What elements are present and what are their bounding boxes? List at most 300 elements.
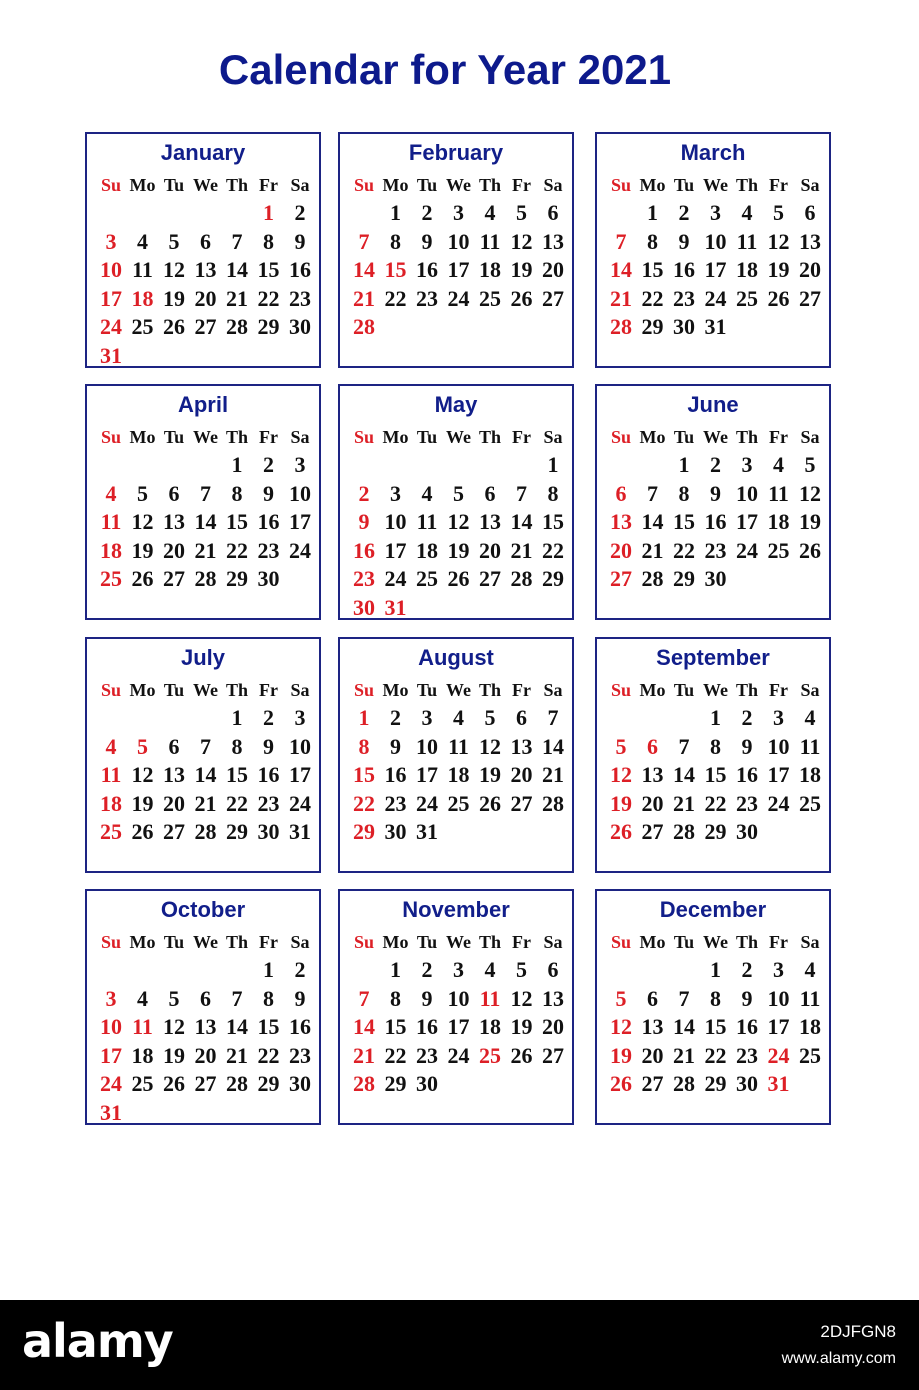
weekday-header: Su bbox=[610, 427, 632, 447]
day-cell: 3 bbox=[453, 200, 464, 225]
day-cell: 8 bbox=[710, 733, 721, 759]
day-cell: 3 bbox=[773, 705, 784, 730]
day-cell: 13 bbox=[542, 228, 564, 254]
day-cell: 18 bbox=[736, 257, 758, 282]
day-cell: 18 bbox=[416, 537, 438, 563]
day-cell: 19 bbox=[163, 285, 185, 311]
weekday-header: We bbox=[193, 932, 218, 952]
weekday-header: Th bbox=[225, 680, 249, 700]
day-cell: 22 bbox=[226, 790, 248, 816]
day-cell: 22 bbox=[257, 285, 280, 311]
weekday-header: Mo bbox=[639, 175, 666, 195]
day-cell: 23 bbox=[736, 1042, 758, 1068]
day-cell: 24 bbox=[447, 285, 470, 311]
day-cell: 26 bbox=[610, 1071, 632, 1096]
weekday-header: Fr bbox=[512, 427, 531, 447]
weekday-header: Fr bbox=[512, 932, 531, 952]
day-cell: 27 bbox=[163, 819, 185, 844]
day-cell: 25 bbox=[447, 790, 470, 816]
weekday-header: Su bbox=[610, 680, 632, 700]
day-cell: 13 bbox=[194, 257, 217, 282]
day-cell: 28 bbox=[226, 1071, 248, 1096]
day-cell: 20 bbox=[510, 762, 533, 787]
day-cell: 7 bbox=[358, 985, 370, 1011]
day-cell: 28 bbox=[542, 790, 564, 816]
day-cell: 17 bbox=[736, 509, 758, 534]
day-cell: 12 bbox=[510, 985, 533, 1011]
day-cell: 30 bbox=[289, 1071, 311, 1096]
day-cell: 15 bbox=[384, 1014, 407, 1039]
day-cell: 26 bbox=[610, 819, 632, 844]
day-cell: 30 bbox=[736, 1071, 758, 1096]
day-cell: 13 bbox=[163, 762, 185, 787]
day-cell: 21 bbox=[226, 285, 248, 311]
day-cell: 26 bbox=[447, 566, 470, 591]
weekday-header: Th bbox=[225, 932, 249, 952]
day-cell: 20 bbox=[641, 790, 664, 816]
day-cell: 5 bbox=[168, 985, 180, 1011]
day-cell: 26 bbox=[131, 819, 154, 844]
day-cell: 30 bbox=[384, 819, 407, 844]
day-cell: 31 bbox=[767, 1071, 790, 1096]
day-cell: 25 bbox=[479, 1042, 501, 1068]
day-cell: 23 bbox=[257, 537, 280, 563]
day-cell: 30 bbox=[736, 819, 758, 844]
day-cell: 26 bbox=[799, 537, 821, 563]
brand-logo: alamy bbox=[22, 1314, 173, 1368]
day-cell: 8 bbox=[390, 228, 401, 254]
day-cell: 9 bbox=[421, 228, 433, 254]
weekday-header: Th bbox=[478, 175, 502, 195]
day-cell: 12 bbox=[163, 1014, 185, 1039]
day-cell: 24 bbox=[447, 1042, 470, 1068]
weekday-header: Tu bbox=[673, 932, 695, 952]
weekday-header: Tu bbox=[673, 427, 695, 447]
day-cell: 28 bbox=[226, 314, 248, 339]
weekday-header: We bbox=[446, 175, 471, 195]
day-cell: 27 bbox=[610, 566, 632, 591]
day-cell: 17 bbox=[384, 537, 407, 563]
day-cell: 12 bbox=[510, 228, 533, 254]
day-cell: 13 bbox=[610, 509, 632, 534]
month-august bbox=[338, 637, 574, 873]
day-cell: 10 bbox=[289, 733, 311, 759]
day-cell: 30 bbox=[257, 566, 280, 591]
day-cell: 21 bbox=[194, 790, 217, 816]
day-cell: 1 bbox=[647, 200, 658, 225]
day-cell: 12 bbox=[610, 1014, 632, 1039]
day-cell: 28 bbox=[194, 566, 217, 591]
day-cell: 14 bbox=[542, 733, 564, 759]
day-cell: 1 bbox=[547, 452, 559, 477]
day-cell: 26 bbox=[163, 1071, 185, 1096]
day-cell: 27 bbox=[799, 285, 821, 311]
day-cell: 6 bbox=[615, 480, 627, 506]
day-cell: 11 bbox=[768, 480, 789, 506]
weekday-header: Mo bbox=[129, 680, 156, 700]
day-cell: 22 bbox=[673, 537, 695, 563]
day-cell: 19 bbox=[610, 1042, 632, 1068]
day-cell: 19 bbox=[479, 762, 501, 787]
weekday-header: Su bbox=[100, 932, 122, 952]
day-cell: 1 bbox=[231, 705, 243, 730]
day-cell: 18 bbox=[100, 790, 122, 816]
day-cell: 30 bbox=[416, 1071, 438, 1096]
day-cell: 18 bbox=[799, 1014, 821, 1039]
month-name: December bbox=[659, 897, 767, 922]
day-cell: 11 bbox=[799, 733, 821, 759]
day-cell: 1 bbox=[358, 705, 370, 730]
day-cell: 3 bbox=[105, 228, 117, 254]
weekday-header: We bbox=[446, 680, 471, 700]
day-cell: 1 bbox=[263, 957, 274, 982]
month-name: June bbox=[687, 392, 739, 417]
day-cell: 31 bbox=[100, 342, 122, 368]
day-cell: 24 bbox=[289, 537, 311, 563]
month-name: November bbox=[402, 897, 510, 922]
day-cell: 9 bbox=[263, 733, 274, 759]
day-cell: 16 bbox=[384, 762, 407, 787]
day-cell: 5 bbox=[773, 200, 784, 225]
day-cell: 28 bbox=[673, 1071, 695, 1096]
day-cell: 4 bbox=[484, 200, 496, 225]
day-cell: 6 bbox=[547, 957, 559, 982]
day-cell: 8 bbox=[710, 985, 721, 1011]
day-cell: 7 bbox=[678, 985, 690, 1011]
day-cell: 25 bbox=[416, 566, 438, 591]
day-cell: 9 bbox=[678, 228, 690, 254]
day-cell: 22 bbox=[704, 1042, 727, 1068]
weekday-header: Th bbox=[735, 175, 759, 195]
month-name: April bbox=[177, 392, 229, 417]
day-cell: 16 bbox=[257, 509, 280, 534]
day-cell: 13 bbox=[510, 733, 533, 759]
day-cell: 2 bbox=[263, 705, 274, 730]
day-cell: 29 bbox=[353, 819, 375, 844]
weekday-header: Su bbox=[353, 680, 375, 700]
day-cell: 27 bbox=[542, 1042, 564, 1068]
day-cell: 10 bbox=[100, 257, 122, 282]
day-cell: 4 bbox=[421, 480, 433, 506]
day-cell: 30 bbox=[704, 566, 727, 591]
day-cell: 19 bbox=[610, 790, 632, 816]
day-cell: 1 bbox=[231, 452, 243, 477]
day-cell: 18 bbox=[131, 1042, 154, 1068]
weekday-header: Mo bbox=[382, 932, 409, 952]
day-cell: 25 bbox=[736, 285, 758, 311]
day-cell: 7 bbox=[547, 705, 559, 730]
day-cell: 8 bbox=[231, 480, 243, 506]
month-january bbox=[85, 132, 321, 368]
day-cell: 17 bbox=[447, 257, 470, 282]
weekday-header: Mo bbox=[129, 932, 156, 952]
weekday-header: Sa bbox=[800, 427, 820, 447]
day-cell: 11 bbox=[416, 509, 438, 534]
day-cell: 4 bbox=[741, 200, 753, 225]
day-cell: 14 bbox=[510, 509, 533, 534]
day-cell: 19 bbox=[510, 257, 533, 282]
day-cell: 30 bbox=[673, 314, 695, 339]
day-cell: 17 bbox=[767, 1014, 790, 1039]
day-cell: 24 bbox=[767, 790, 790, 816]
day-cell: 7 bbox=[678, 733, 690, 759]
day-cell: 3 bbox=[421, 705, 433, 730]
day-cell: 21 bbox=[510, 537, 533, 563]
day-cell: 27 bbox=[479, 566, 501, 591]
weekday-header: Fr bbox=[769, 427, 788, 447]
day-cell: 18 bbox=[100, 537, 122, 563]
day-cell: 11 bbox=[799, 985, 821, 1011]
day-cell: 10 bbox=[100, 1014, 122, 1039]
weekday-header: Fr bbox=[259, 680, 278, 700]
weekday-header: We bbox=[446, 427, 471, 447]
day-cell: 10 bbox=[447, 985, 470, 1011]
weekday-header: Mo bbox=[639, 680, 666, 700]
day-cell: 22 bbox=[226, 537, 248, 563]
weekday-header: Mo bbox=[382, 175, 409, 195]
day-cell: 15 bbox=[673, 509, 695, 534]
day-cell: 19 bbox=[799, 509, 821, 534]
weekday-header: Sa bbox=[290, 680, 310, 700]
weekday-header: Fr bbox=[512, 680, 531, 700]
month-name: August bbox=[418, 645, 494, 670]
day-cell: 13 bbox=[479, 509, 501, 534]
day-cell: 12 bbox=[799, 480, 821, 506]
day-cell: 27 bbox=[641, 1071, 664, 1096]
day-cell: 3 bbox=[294, 705, 306, 730]
day-cell: 1 bbox=[710, 705, 721, 730]
day-cell: 4 bbox=[804, 957, 816, 982]
day-cell: 3 bbox=[710, 200, 721, 225]
weekday-header: Tu bbox=[673, 680, 695, 700]
weekday-header: Mo bbox=[639, 932, 666, 952]
day-cell: 24 bbox=[736, 537, 758, 563]
day-cell: 23 bbox=[736, 790, 758, 816]
day-cell: 25 bbox=[767, 537, 790, 563]
weekday-header: Th bbox=[478, 680, 502, 700]
weekday-header: Fr bbox=[512, 175, 531, 195]
weekday-header: Th bbox=[478, 427, 502, 447]
day-cell: 28 bbox=[353, 314, 375, 339]
day-cell: 25 bbox=[100, 566, 122, 591]
day-cell: 8 bbox=[390, 985, 401, 1011]
day-cell: 22 bbox=[641, 285, 664, 311]
day-cell: 12 bbox=[131, 762, 154, 787]
day-cell: 3 bbox=[294, 452, 306, 477]
day-cell: 5 bbox=[804, 452, 816, 477]
day-cell: 4 bbox=[804, 705, 816, 730]
day-cell: 20 bbox=[479, 537, 501, 563]
day-cell: 21 bbox=[542, 762, 564, 787]
day-cell: 5 bbox=[137, 480, 148, 506]
month-march bbox=[595, 132, 831, 368]
month-november bbox=[338, 889, 574, 1125]
day-cell: 6 bbox=[168, 480, 180, 506]
day-cell: 31 bbox=[384, 594, 407, 620]
day-cell: 1 bbox=[390, 957, 401, 982]
day-cell: 24 bbox=[289, 790, 311, 816]
day-cell: 16 bbox=[416, 1014, 438, 1039]
day-cell: 19 bbox=[163, 1042, 185, 1068]
day-cell: 14 bbox=[673, 1014, 695, 1039]
day-cell: 23 bbox=[416, 1042, 438, 1068]
day-cell: 19 bbox=[131, 537, 154, 563]
day-cell: 27 bbox=[510, 790, 533, 816]
day-cell: 23 bbox=[416, 285, 438, 311]
day-cell: 8 bbox=[263, 228, 274, 254]
day-cell: 3 bbox=[773, 957, 784, 982]
day-cell: 6 bbox=[647, 985, 658, 1011]
day-cell: 13 bbox=[641, 762, 664, 787]
weekday-header: Su bbox=[610, 932, 632, 952]
day-cell: 31 bbox=[100, 1099, 122, 1125]
weekday-header: Mo bbox=[639, 427, 666, 447]
weekday-header: Th bbox=[225, 427, 249, 447]
day-cell: 19 bbox=[447, 537, 470, 563]
day-cell: 5 bbox=[168, 228, 180, 254]
day-cell: 18 bbox=[447, 762, 470, 787]
day-cell: 29 bbox=[704, 1071, 727, 1096]
day-cell: 15 bbox=[542, 509, 564, 534]
day-cell: 7 bbox=[358, 228, 370, 254]
day-cell: 8 bbox=[678, 480, 690, 506]
day-cell: 22 bbox=[384, 1042, 407, 1068]
day-cell: 29 bbox=[257, 1071, 280, 1096]
day-cell: 2 bbox=[294, 957, 306, 982]
day-cell: 24 bbox=[704, 285, 727, 311]
day-cell: 12 bbox=[479, 733, 501, 759]
day-cell: 7 bbox=[615, 228, 627, 254]
day-cell: 31 bbox=[416, 819, 438, 844]
day-cell: 21 bbox=[610, 285, 632, 311]
day-cell: 18 bbox=[479, 1014, 501, 1039]
day-cell: 4 bbox=[105, 733, 117, 759]
day-cell: 5 bbox=[516, 200, 527, 225]
day-cell: 20 bbox=[610, 537, 632, 563]
day-cell: 25 bbox=[131, 1071, 154, 1096]
day-cell: 4 bbox=[484, 957, 496, 982]
day-cell: 25 bbox=[479, 285, 501, 311]
day-cell: 22 bbox=[542, 537, 564, 563]
weekday-header: Su bbox=[353, 427, 375, 447]
day-cell: 28 bbox=[353, 1071, 375, 1096]
weekday-header: We bbox=[703, 932, 728, 952]
day-cell: 11 bbox=[132, 257, 153, 282]
day-cell: 26 bbox=[131, 566, 154, 591]
month-december bbox=[595, 889, 831, 1125]
day-cell: 1 bbox=[678, 452, 690, 477]
day-cell: 21 bbox=[641, 537, 664, 563]
day-cell: 14 bbox=[353, 257, 375, 282]
weekday-header: Sa bbox=[800, 175, 820, 195]
day-cell: 8 bbox=[647, 228, 658, 254]
weekday-header: Su bbox=[100, 175, 122, 195]
day-cell: 22 bbox=[704, 790, 727, 816]
weekday-header: Th bbox=[735, 680, 759, 700]
day-cell: 23 bbox=[289, 285, 311, 311]
day-cell: 28 bbox=[510, 566, 533, 591]
weekday-header: Sa bbox=[800, 680, 820, 700]
day-cell: 10 bbox=[289, 480, 311, 506]
month-july bbox=[85, 637, 321, 873]
day-cell: 8 bbox=[263, 985, 274, 1011]
day-cell: 24 bbox=[416, 790, 438, 816]
weekday-header: Fr bbox=[259, 427, 278, 447]
day-cell: 23 bbox=[673, 285, 695, 311]
day-cell: 10 bbox=[767, 985, 790, 1011]
day-cell: 3 bbox=[105, 985, 117, 1011]
day-cell: 13 bbox=[163, 509, 185, 534]
day-cell: 5 bbox=[484, 705, 496, 730]
month-may bbox=[338, 384, 574, 620]
day-cell: 9 bbox=[294, 985, 306, 1011]
day-cell: 30 bbox=[289, 314, 311, 339]
day-cell: 23 bbox=[384, 790, 407, 816]
day-cell: 29 bbox=[226, 566, 248, 591]
day-cell: 2 bbox=[710, 452, 721, 477]
site-url: www.alamy.com bbox=[781, 1350, 896, 1367]
day-cell: 17 bbox=[289, 509, 311, 534]
day-cell: 12 bbox=[163, 257, 185, 282]
weekday-header: Tu bbox=[416, 427, 438, 447]
day-cell: 13 bbox=[799, 228, 821, 254]
weekday-header: Tu bbox=[163, 680, 185, 700]
image-id-label: 2DJFGN8 bbox=[820, 1322, 896, 1341]
day-cell: 4 bbox=[137, 985, 148, 1011]
month-name: May bbox=[434, 392, 478, 417]
day-cell: 22 bbox=[384, 285, 407, 311]
day-cell: 2 bbox=[263, 452, 274, 477]
day-cell: 6 bbox=[200, 985, 211, 1011]
day-cell: 22 bbox=[353, 790, 375, 816]
day-cell: 12 bbox=[447, 509, 470, 534]
day-cell: 20 bbox=[194, 285, 217, 311]
weekday-header: Fr bbox=[259, 175, 278, 195]
weekday-header: Sa bbox=[543, 175, 563, 195]
day-cell: 16 bbox=[289, 1014, 311, 1039]
day-cell: 21 bbox=[673, 1042, 695, 1068]
day-cell: 23 bbox=[704, 537, 727, 563]
weekday-header: We bbox=[703, 680, 728, 700]
weekday-header: Su bbox=[100, 680, 122, 700]
day-cell: 6 bbox=[804, 200, 816, 225]
day-cell: 3 bbox=[453, 957, 464, 982]
day-cell: 23 bbox=[257, 790, 280, 816]
day-cell: 18 bbox=[767, 509, 790, 534]
day-cell: 9 bbox=[263, 480, 274, 506]
day-cell: 14 bbox=[194, 762, 217, 787]
day-cell: 16 bbox=[257, 762, 280, 787]
day-cell: 26 bbox=[479, 790, 501, 816]
weekday-header: Fr bbox=[259, 932, 278, 952]
day-cell: 17 bbox=[767, 762, 790, 787]
weekday-header: Th bbox=[478, 932, 502, 952]
weekday-header: Fr bbox=[769, 175, 788, 195]
day-cell: 27 bbox=[194, 1071, 217, 1096]
day-cell: 14 bbox=[673, 762, 695, 787]
day-cell: 11 bbox=[132, 1014, 153, 1039]
weekday-header: Th bbox=[735, 427, 759, 447]
day-cell: 5 bbox=[453, 480, 464, 506]
weekday-header: Tu bbox=[673, 175, 695, 195]
day-cell: 15 bbox=[226, 762, 248, 787]
day-cell: 30 bbox=[353, 594, 375, 620]
day-cell: 1 bbox=[710, 957, 721, 982]
day-cell: 23 bbox=[289, 1042, 311, 1068]
day-cell: 6 bbox=[200, 228, 211, 254]
weekday-header: Tu bbox=[163, 427, 185, 447]
page-title: Calendar for Year 2021 bbox=[218, 46, 672, 93]
